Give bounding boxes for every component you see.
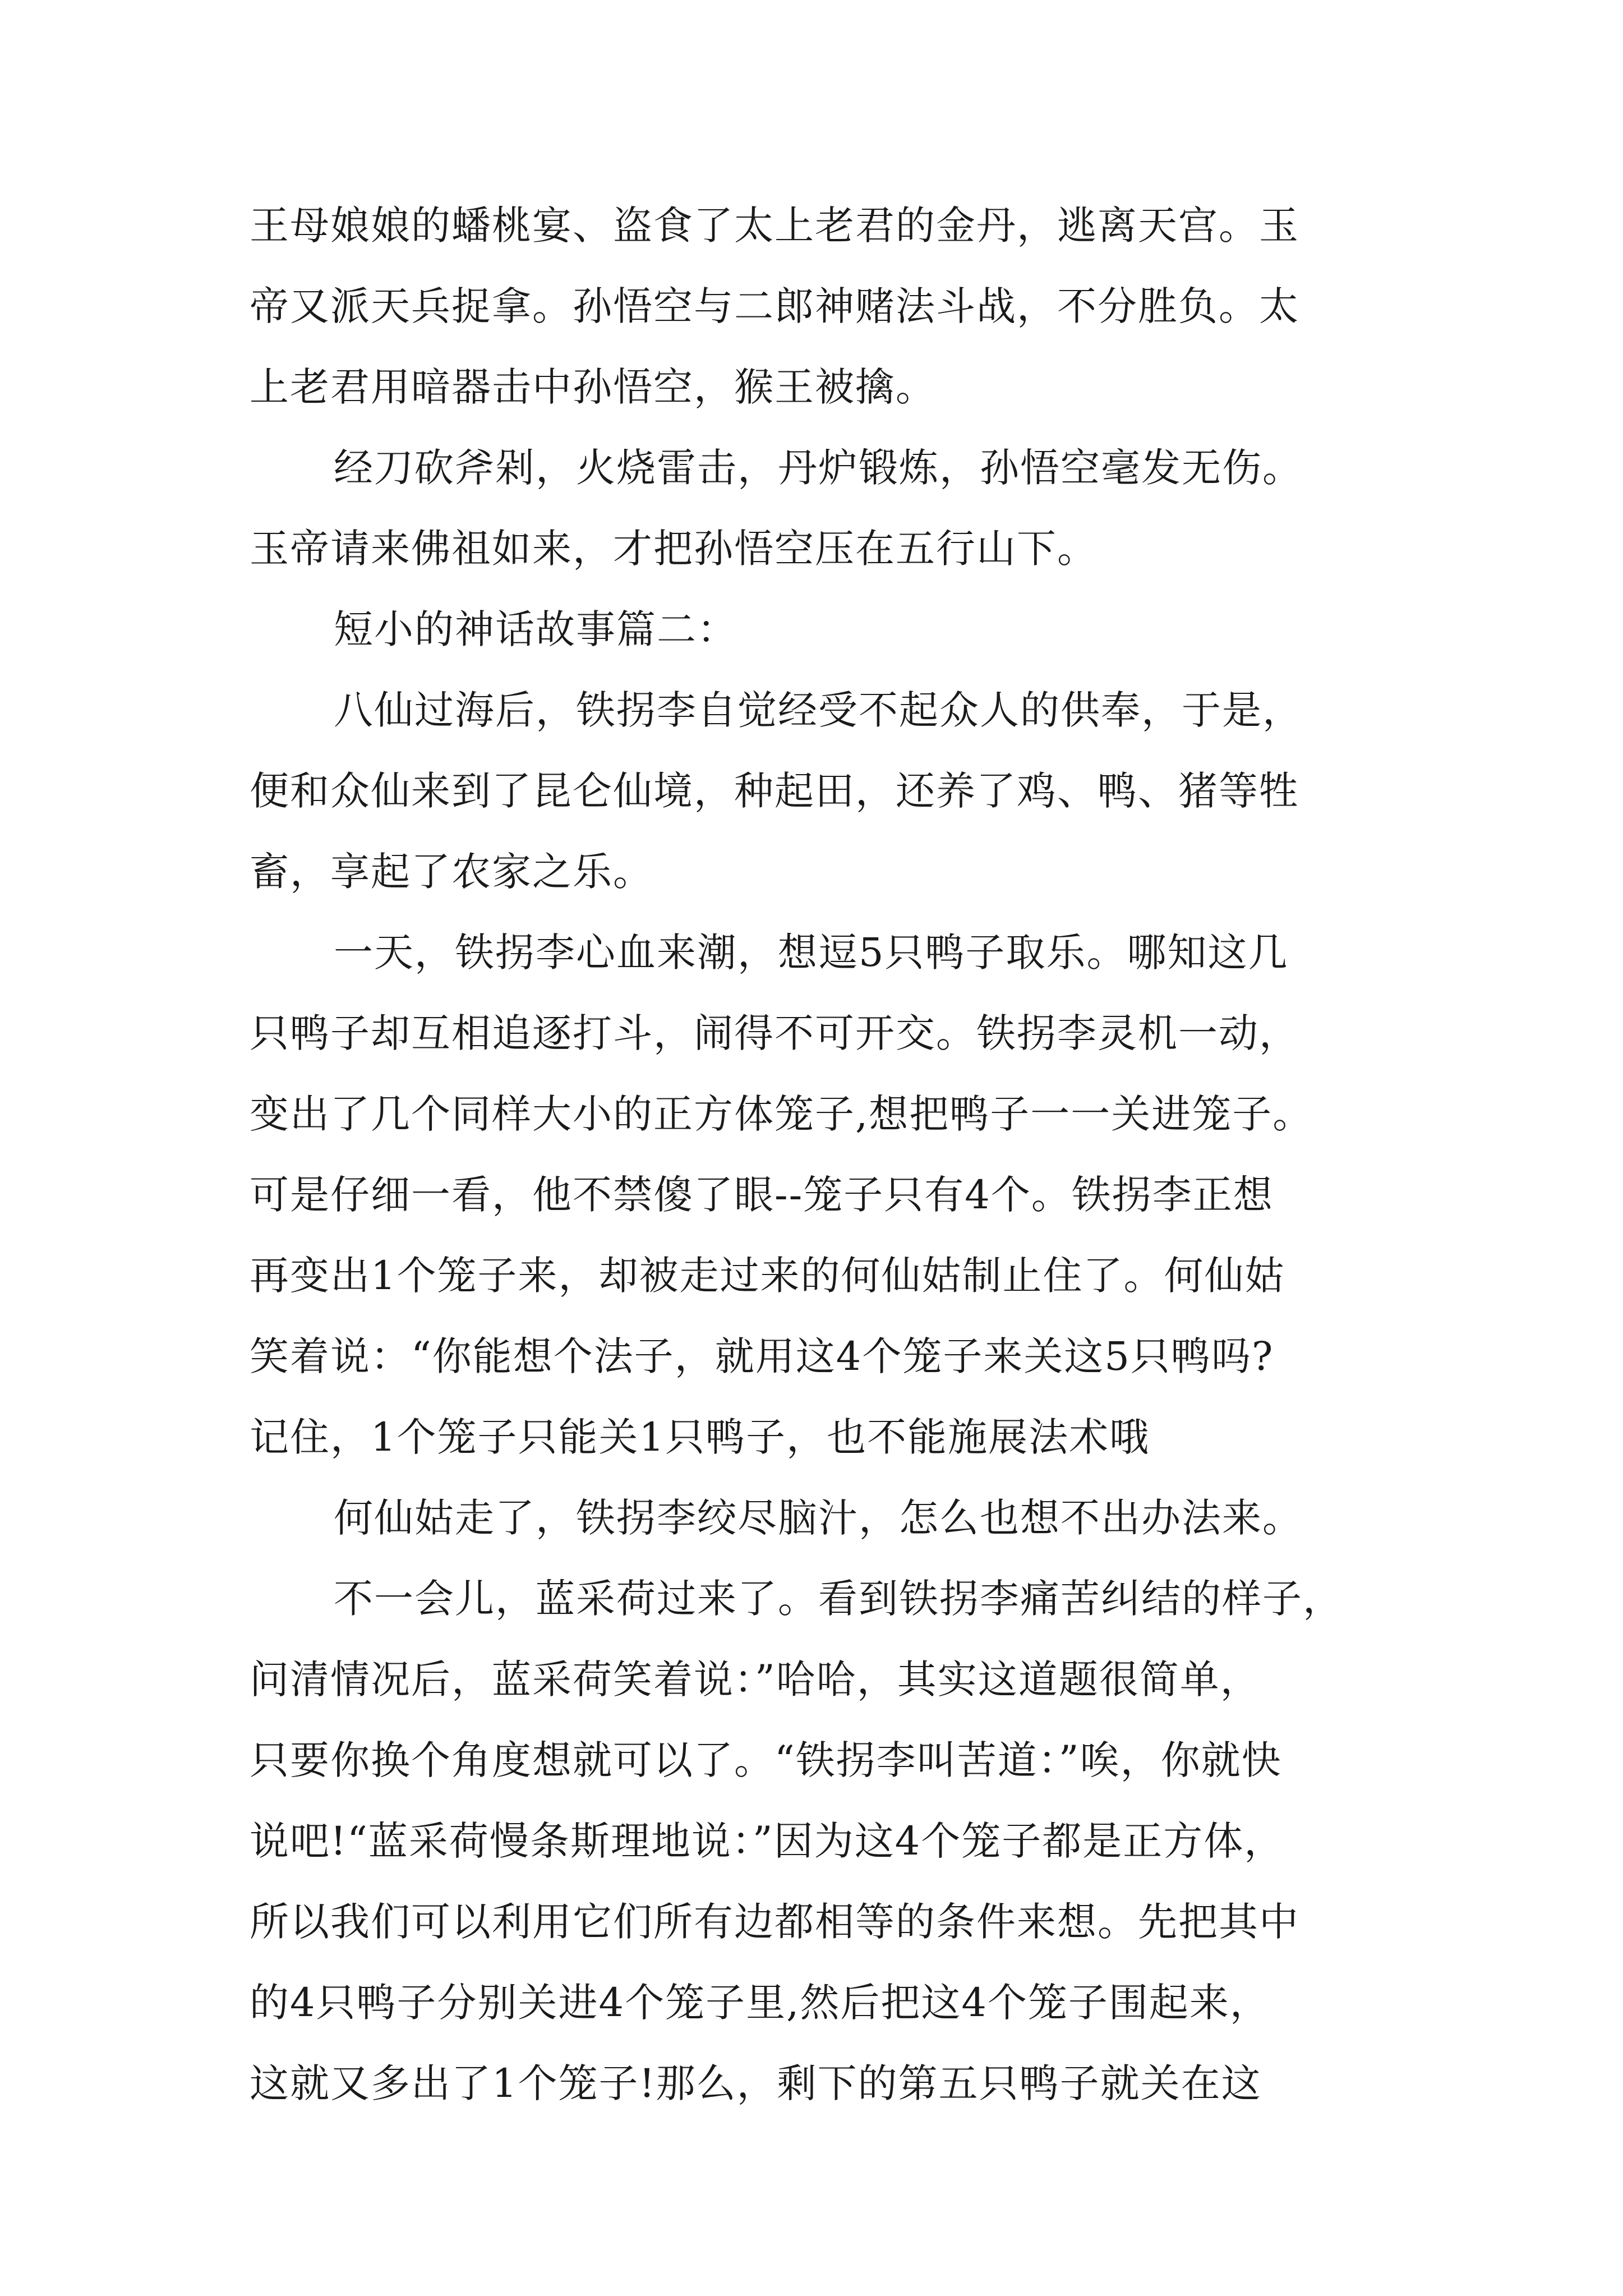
- text-line: 变出了几个同样大小的正方体笼子,想把鸭子一一关进笼子。: [250, 1091, 1313, 1137]
- text-line: 的4只鸭子分别关进4个笼子里,然后把这4个笼子围起来，: [250, 1980, 1270, 2026]
- text-line: 八仙过海后，铁拐李自觉经受不起众人的供奉，于是，: [334, 687, 1303, 733]
- body-text: [250, 185, 1388, 2124]
- text-line: 何仙姑走了，铁拐李绞尽脑汁，怎么也想不出办法来。: [334, 1495, 1303, 1541]
- text-line: 再变出1个笼子来，却被走过来的何仙姑制止住了。何仙姑: [250, 1253, 1285, 1299]
- text-line: 王母娘娘的蟠桃宴、盗食了太上老君的金丹，逃离天宫。玉: [250, 203, 1299, 249]
- text-line: 可是仔细一看，他不禁傻了眼--笼子只有4个。铁拐李正想: [250, 1172, 1274, 1218]
- text-line: 一天，铁拐李心血来潮，想逗5只鸭子取乐。哪知这几: [334, 930, 1289, 976]
- text-line: 只要你换个角度想就可以了。“铁拐李叫苦道：”唉，你就快: [250, 1737, 1282, 1783]
- text-line: 上老君用暗器击中孙悟空，猴王被擒。: [250, 364, 936, 410]
- text-line: 帝又派天兵捉拿。孙悟空与二郎神赌法斗战，不分胜负。太: [250, 283, 1299, 329]
- text-line: 经刀砍斧剁，火烧雷击，丹炉锻炼，孙悟空毫发无伤。: [334, 445, 1303, 491]
- text-line: 说吧!“蓝采荷慢条斯理地说：”因为这4个笼子都是正方体，: [250, 1818, 1285, 1864]
- text-line: 只鸭子却互相追逐打斗，闹得不可开交。铁拐李灵机一动，: [250, 1010, 1299, 1056]
- text-line: 短小的神话故事篇二：: [334, 606, 737, 652]
- text-line: 这就又多出了1个笼子!那么，剩下的第五只鸭子就关在这: [250, 2060, 1262, 2106]
- text-line: 笑着说：“你能想个法子，就用这4个笼子来关这5只鸭吗?: [250, 1333, 1274, 1379]
- text-line: 畜，享起了农家之乐。: [250, 849, 653, 895]
- text-line: 记住，1个笼子只能关1只鸭子，也不能施展法术哦: [250, 1414, 1150, 1460]
- text-line: 便和众仙来到了昆仑仙境，种起田，还养了鸡、鸭、猪等牲: [250, 768, 1299, 814]
- text-line: 玉帝请来佛祖如来，才把孙悟空压在五行山下。: [250, 526, 1098, 572]
- text-line: 问清情况后，蓝采荷笑着说：”哈哈，其实这道题很简单，: [250, 1657, 1261, 1703]
- text-line: 所以我们可以利用它们所有边都相等的条件来想。先把其中: [250, 1899, 1299, 1945]
- text-line: 不一会儿，蓝采荷过来了。看到铁拐李痛苦纠结的样子，: [334, 1576, 1343, 1622]
